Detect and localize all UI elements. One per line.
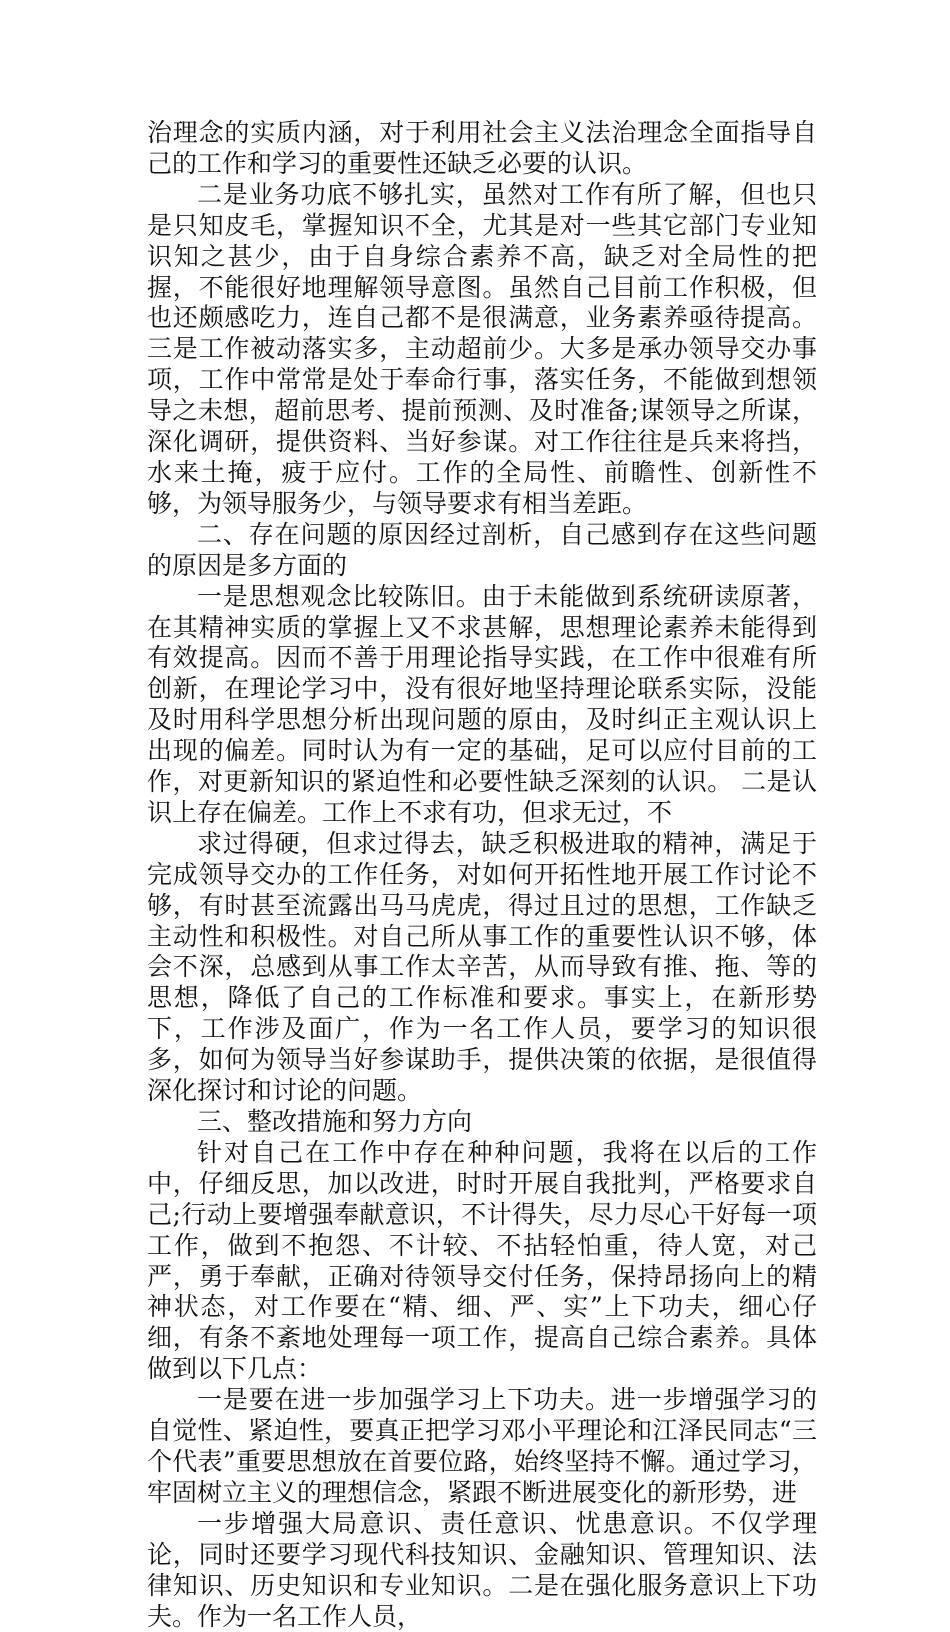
- section-heading-measures: 三、整改措施和努力方向: [197, 1107, 473, 1136]
- section-heading-causes: 二、存在问题的原因经过剖析，自己感到存在这些问题的原因是多方面的: [147, 519, 817, 580]
- paragraph-9: 一步增强大局意识、责任意识、忧患意识。不仅学理论，同时还要学习现代科技知识、金融知识、管理知识、法律知识、历史知识和专业知识。二是在强化服务意识上下功夫。作为一名工作人员，: [147, 1508, 817, 1631]
- paragraph-4: 一是思想观念比较陈旧。由于未能做到系统研读原著，在其精神实质的掌握上又不求甚解，思想理论素养未能得到有效提高。因而不善于用理论指导实践，在工作中很难有所创新，在理论学习中，没有很好地坚持理论联系实际，没能及时用科学思想分析出现问题的原由，及时纠正主观认识上出现的偏差。同时认为有一定的基础，足可以应付目前的工作，对更新知识的紧迫性和必要性缺乏深刻的认识。 二是认识上存在偏差。工作上不求有功，但求无过，不: [147, 581, 817, 827]
- paragraph-1: 治理念的实质内涵，对于利用社会主义法治理念全面指导自己的工作和学习的重要性还缺乏必要的认识。: [147, 118, 817, 178]
- paragraph-7: 针对自己在工作中存在种种问题，我将在以后的工作中，仔细反思，加以改进，时时开展自我批判，严格要求自己;行动上要增强奉献意识，不计得失，尽力尽心干好每一项工作，做到不抱怨、不计较、不拈轻怕重，待人宽，对己严，勇于奉献，正确对待领导交付任务，保持昂扬向上的精神状态，对工作要在“精、细、严、实”上下功夫，细心仔细，有条不紊地处理每一项工作，提高自己综合素养。具体做到以下几点：: [147, 1137, 817, 1384]
- document-body: [147, 118, 817, 1632]
- paragraph-8: 一是要在进一步加强学习上下功夫。进一步增强学习的自觉性、紧迫性，要真正把学习邓小平理论和江泽民同志“三个代表”重要思想放在首要位路，始终坚持不懈。通过学习，牢固树立主义的理想信念，紧跟不断进展变化的新形势，进: [147, 1385, 817, 1507]
- paragraph-5: 求过得硬，但求过得去，缺乏积极进取的精神，满足于完成领导交办的工作任务，对如何开拓性地开展工作讨论不够，有时甚至流露出马马虎虎，得过且过的思想，工作缺乏主动性和积极性。对自己所从事工作的重要性认识不够，体会不深，总感到从事工作太辛苦，从而导致有推、拖、等的思想，降低了自己的工作标准和要求。事实上，在新形势下，工作涉及面广，作为一名工作人员，要学习的知识很多，如何为领导当好参谋助手，提供决策的依据，是很值得深化探讨和讨论的问题。: [147, 828, 817, 1106]
- paragraph-2: 二是业务功底不够扎实，虽然对工作有所了解，但也只是只知皮毛，掌握知识不全，尤其是对一些其它部门专业知识知之甚少，由于自身综合素养不高，缺乏对全局性的把握，不能很好地理解领导意图。虽然自己目前工作积极，但也还颇感吃力，连自己都不是很满意，业务素养亟待提高。 三是工作被动落实多，主动超前少。大多是承办领导交办事项，工作中常常是处于奉命行事，落实任务，不能做到想领导之未想，超前思考、提前预测、及时准备;谋领导之所谋，深化调研，提供资料、当好参谋。对工作往往是兵来将挡，水来土掩，疲于应付。工作的全局性、前瞻性、创新性不够，为领导服务少，与领导要求有相当差距。: [147, 179, 817, 518]
